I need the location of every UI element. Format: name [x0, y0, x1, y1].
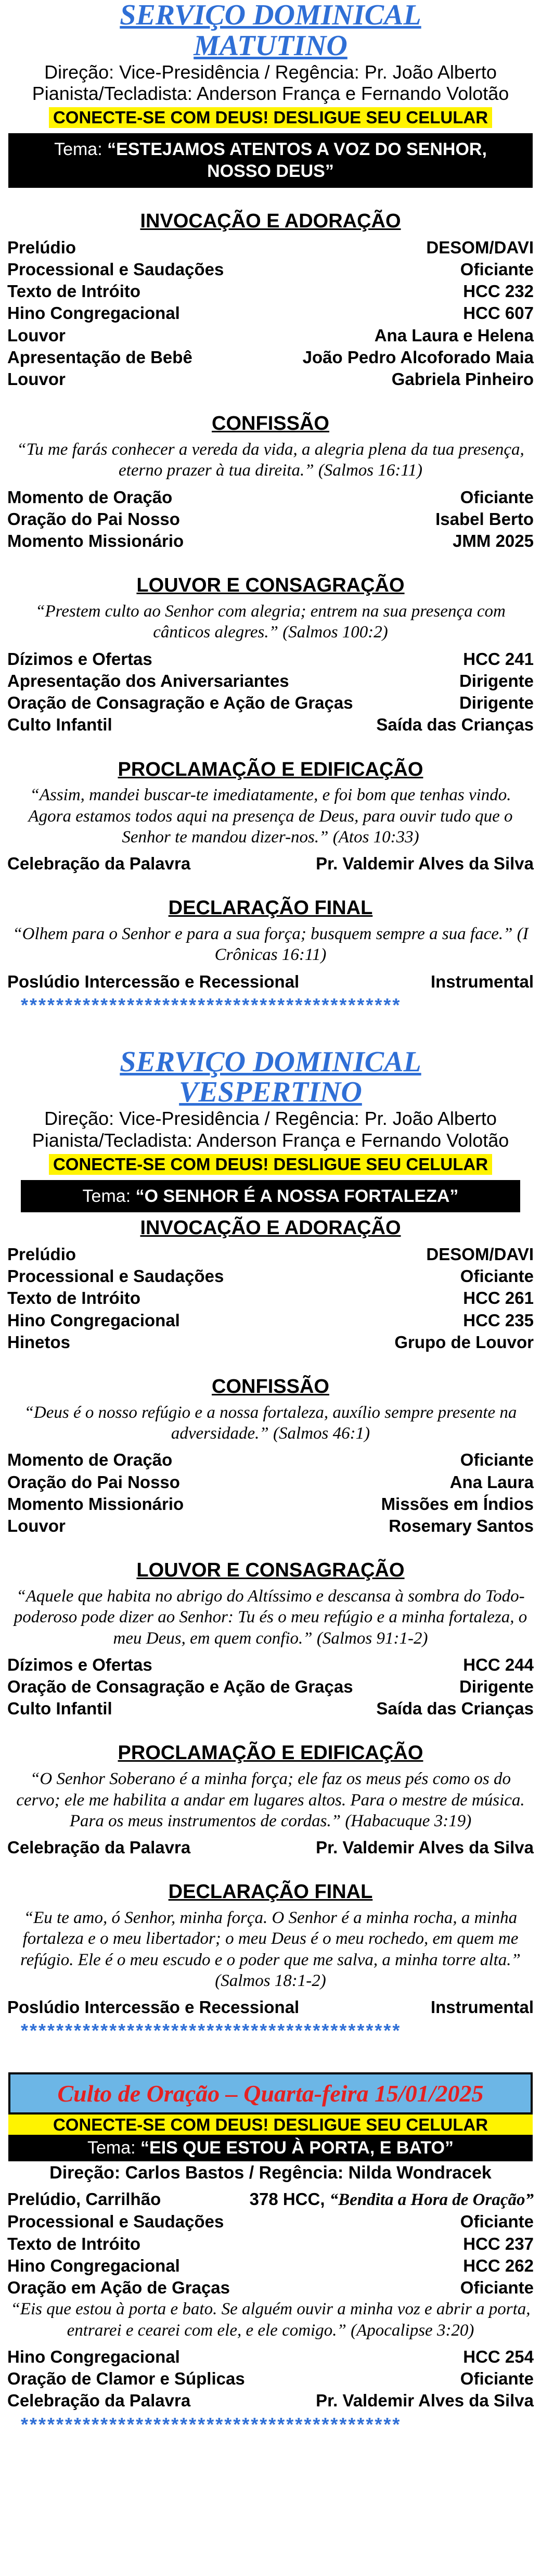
program-row: Celebração da Palavra Pr. Valdemir Alves da Silva [7, 854, 534, 874]
program-row: Oração do Pai Nosso Ana Laura [7, 1472, 534, 1492]
program-row: Celebração da Palavra Pr. Valdemir Alves da Silva [7, 1838, 534, 1857]
program-row: Hino Congregacional HCC 607 [7, 303, 534, 323]
morning-title-line1: SERVIÇO DOMINICAL [120, 0, 421, 31]
program-row: Oração de Consagração e Ação de Graças Dirigente [7, 1677, 534, 1696]
program-row: Processional e Saudações Oficiante [7, 260, 534, 279]
program-row: Hino Congregacional HCC 254 [7, 2347, 534, 2366]
scripture-quote: “Deus é o nosso refúgio e a nossa fortaleza, auxílio sempre presente na adversidade.” (Salmos 46:1) [24, 1403, 517, 1443]
program-row: Oração de Clamor e Súplicas Oficiante [7, 2369, 534, 2389]
section-heading: LOUVOR E CONSAGRAÇÃO [136, 574, 405, 597]
section-heading: CONFISSÃO [212, 1375, 329, 1398]
scripture-quote: “Tu me farás conhecer a vereda da vida, a alegria plena da tua presença, eterno prazer à tua direita.” (Salmos 16:11) [17, 440, 524, 480]
scripture-quote: “Aquele que habita no abrigo do Altíssimo e descansa à sombra do Todo-poderoso pode dizer ao Senhor: Tu és o meu refúgio e a minha fortaleza, o meu Deus, em quem confio.” (Salmos 91:1-2) [14, 1587, 527, 1648]
prayer-theme-line1: “EIS QUE ESTOU À PORTA, E BATO” [140, 2138, 454, 2158]
evening-theme-label: Tema: [82, 1186, 131, 1206]
evening-direction: Direção: Vice-Presidência / Regência: Pr. João Alberto [44, 1108, 497, 1130]
morning-title [5, 0, 536, 61]
morning-theme [8, 133, 533, 188]
program-row: Texto de Intróito HCC 237 [7, 2234, 534, 2253]
program-row: Dízimos e Ofertas HCC 244 [7, 1655, 534, 1674]
program-row: Prelúdio DESOM/DAVI [7, 1244, 534, 1264]
evening-title-line1: SERVIÇO DOMINICAL [120, 1045, 421, 1078]
star-separator: ******************************************* [21, 994, 402, 1016]
section-heading: PROCLAMAÇÃO E EDIFICAÇÃO [118, 1742, 423, 1764]
morning-service [0, 0, 541, 1016]
program-row: Culto Infantil Saída das Crianças [7, 715, 534, 735]
evening-title-line2: VESPERTINO [179, 1076, 362, 1109]
program-row: Momento de Oração Oficiante [7, 1450, 534, 1470]
evening-theme-line1: “O SENHOR É A NOSSA FORTALEZA” [135, 1186, 459, 1206]
program-row: Louvor Ana Laura e Helena [7, 325, 534, 345]
program-row: Processional e Saudações Oficiante [7, 1266, 534, 1286]
morning-title-line2: MATUTINO [194, 29, 347, 62]
evening-title [5, 1047, 536, 1108]
evening-theme [21, 1180, 520, 1213]
program-row: Apresentação de Bebê João Pedro Alcoforado Maia [7, 347, 534, 367]
scripture-quote: “Olhem para o Senhor e para a sua força; busquem sempre a sua face.” (I Crônicas 16:11) [12, 925, 529, 965]
prayer-service [0, 2072, 541, 2434]
program-row: Momento Missionário Missões em Índios [7, 1494, 534, 1514]
program-row: Celebração da Palavra Pr. Valdemir Alves da Silva [7, 2391, 534, 2411]
program-row: Hinetos Grupo de Louvor [7, 1332, 534, 1352]
morning-theme-line1: “ESTEJAMOS ATENTOS A VOZ DO SENHOR, [107, 139, 487, 159]
program-row: Dízimos e Ofertas HCC 241 [7, 649, 534, 669]
prayer-theme-label: Tema: [87, 2138, 136, 2158]
scripture-quote: “Eis que estou à porta e bato. Se alguém ouvir a minha voz e abrir a porta, entrarei e cearei com ele, e ele comigo.” (Apocalipse 3:20) [10, 2300, 531, 2340]
program-row: Momento de Oração Oficiante [7, 487, 534, 507]
program-row: Louvor Rosemary Santos [7, 1516, 534, 1535]
prayer-direction: Direção: Carlos Bastos / Regência: Nilda Wondracek [49, 2162, 492, 2183]
section-heading: INVOCAÇÃO E ADORAÇÃO [140, 210, 401, 232]
prayer-title: Culto de Oração – Quarta-feira 15/01/2025 [8, 2072, 533, 2114]
program-row: Texto de Intróito HCC 232 [7, 281, 534, 301]
scripture-quote: “O Senhor Soberano é a minha força; ele faz os meus pés como os do cervo; ele me habilita a andar em lugares altos. Para o mestre de música. Para os meus instrumentos de cordas.” (Habacuque 3:19) [16, 1770, 525, 1830]
morning-theme-line2: NOSSO DEUS” [207, 161, 334, 182]
program-row: Processional e Saudações Oficiante [7, 2212, 534, 2232]
morning-theme-label: Tema: [54, 139, 102, 159]
program-row: Apresentação dos Aniversariantes Dirigente [7, 671, 534, 690]
morning-pianists: Pianista/Tecladista: Anderson França e Fernando Volotão [32, 82, 509, 104]
prayer-phone-banner: CONECTE-SE COM DEUS! DESLIGUE SEU CELULAR [8, 2114, 533, 2135]
scripture-quote: “Assim, mandei buscar-te imediatamente, e foi bom que tenhas vindo. Agora estamos todos aqui na presença de Deus, para ouvir tudo que o Senhor te mandou dizer-nos.” (Atos 10:33) [28, 786, 513, 847]
program-row: Oração em Ação de Graças Oficiante [7, 2278, 534, 2298]
program-row: Culto Infantil Saída das Crianças [7, 1699, 534, 1719]
scripture-quote: “Eu te amo, ó Senhor, minha força. O Senhor é a minha rocha, a minha fortaleza e o meu libertador; o meu Deus é o meu rochedo, em quem me refúgio. Ele é o meu escudo e o poder que me salva, a minha torre alta.” (Salmos 18:1-2) [20, 1908, 521, 1990]
program-row: Momento Missionário JMM 2025 [7, 531, 534, 551]
program-row: Prelúdio DESOM/DAVI [7, 237, 534, 257]
scripture-quote: “Prestem culto ao Senhor com alegria; entrem na sua presença com cânticos alegres.” (Salmos 100:2) [35, 602, 506, 642]
program-row: Hino Congregacional HCC 262 [7, 2255, 534, 2275]
prayer-theme [8, 2135, 533, 2161]
program-row: Poslúdio Intercessão e Recessional Instrumental [7, 1997, 534, 2017]
program-row: Hino Congregacional HCC 235 [7, 1310, 534, 1330]
program-row: Oração de Consagração e Ação de Graças Dirigente [7, 693, 534, 713]
morning-direction: Direção: Vice-Presidência / Regência: Pr. João Alberto [44, 61, 497, 83]
program-row: Louvor Gabriela Pinheiro [7, 369, 534, 389]
section-heading: DECLARAÇÃO FINAL [168, 1881, 373, 1903]
section-heading: DECLARAÇÃO FINAL [168, 897, 373, 919]
section-heading: PROCLAMAÇÃO E EDIFICAÇÃO [118, 758, 423, 780]
program-row: Poslúdio Intercessão e Recessional Instrumental [7, 971, 534, 991]
program-row: Texto de Intróito HCC 261 [7, 1288, 534, 1308]
evening-service [0, 1047, 541, 2041]
evening-phone-banner: CONECTE-SE COM DEUS! DESLIGUE SEU CELULAR [49, 1154, 492, 1175]
section-heading: LOUVOR E CONSAGRAÇÃO [136, 1559, 405, 1582]
section-heading: CONFISSÃO [212, 413, 329, 435]
star-separator: ******************************************* [21, 2020, 402, 2042]
section-heading: INVOCAÇÃO E ADORAÇÃO [140, 1217, 401, 1239]
star-separator: ******************************************* [21, 2413, 402, 2435]
morning-phone-banner: CONECTE-SE COM DEUS! DESLIGUE SEU CELULAR [49, 107, 492, 128]
evening-pianists: Pianista/Tecladista: Anderson França e Fernando Volotão [32, 1129, 509, 1151]
program-row: Prelúdio, Carrilhão 378 HCC, “Bendita a Hora de Oração” [7, 2189, 534, 2210]
program-row: Oração do Pai Nosso Isabel Berto [7, 509, 534, 529]
